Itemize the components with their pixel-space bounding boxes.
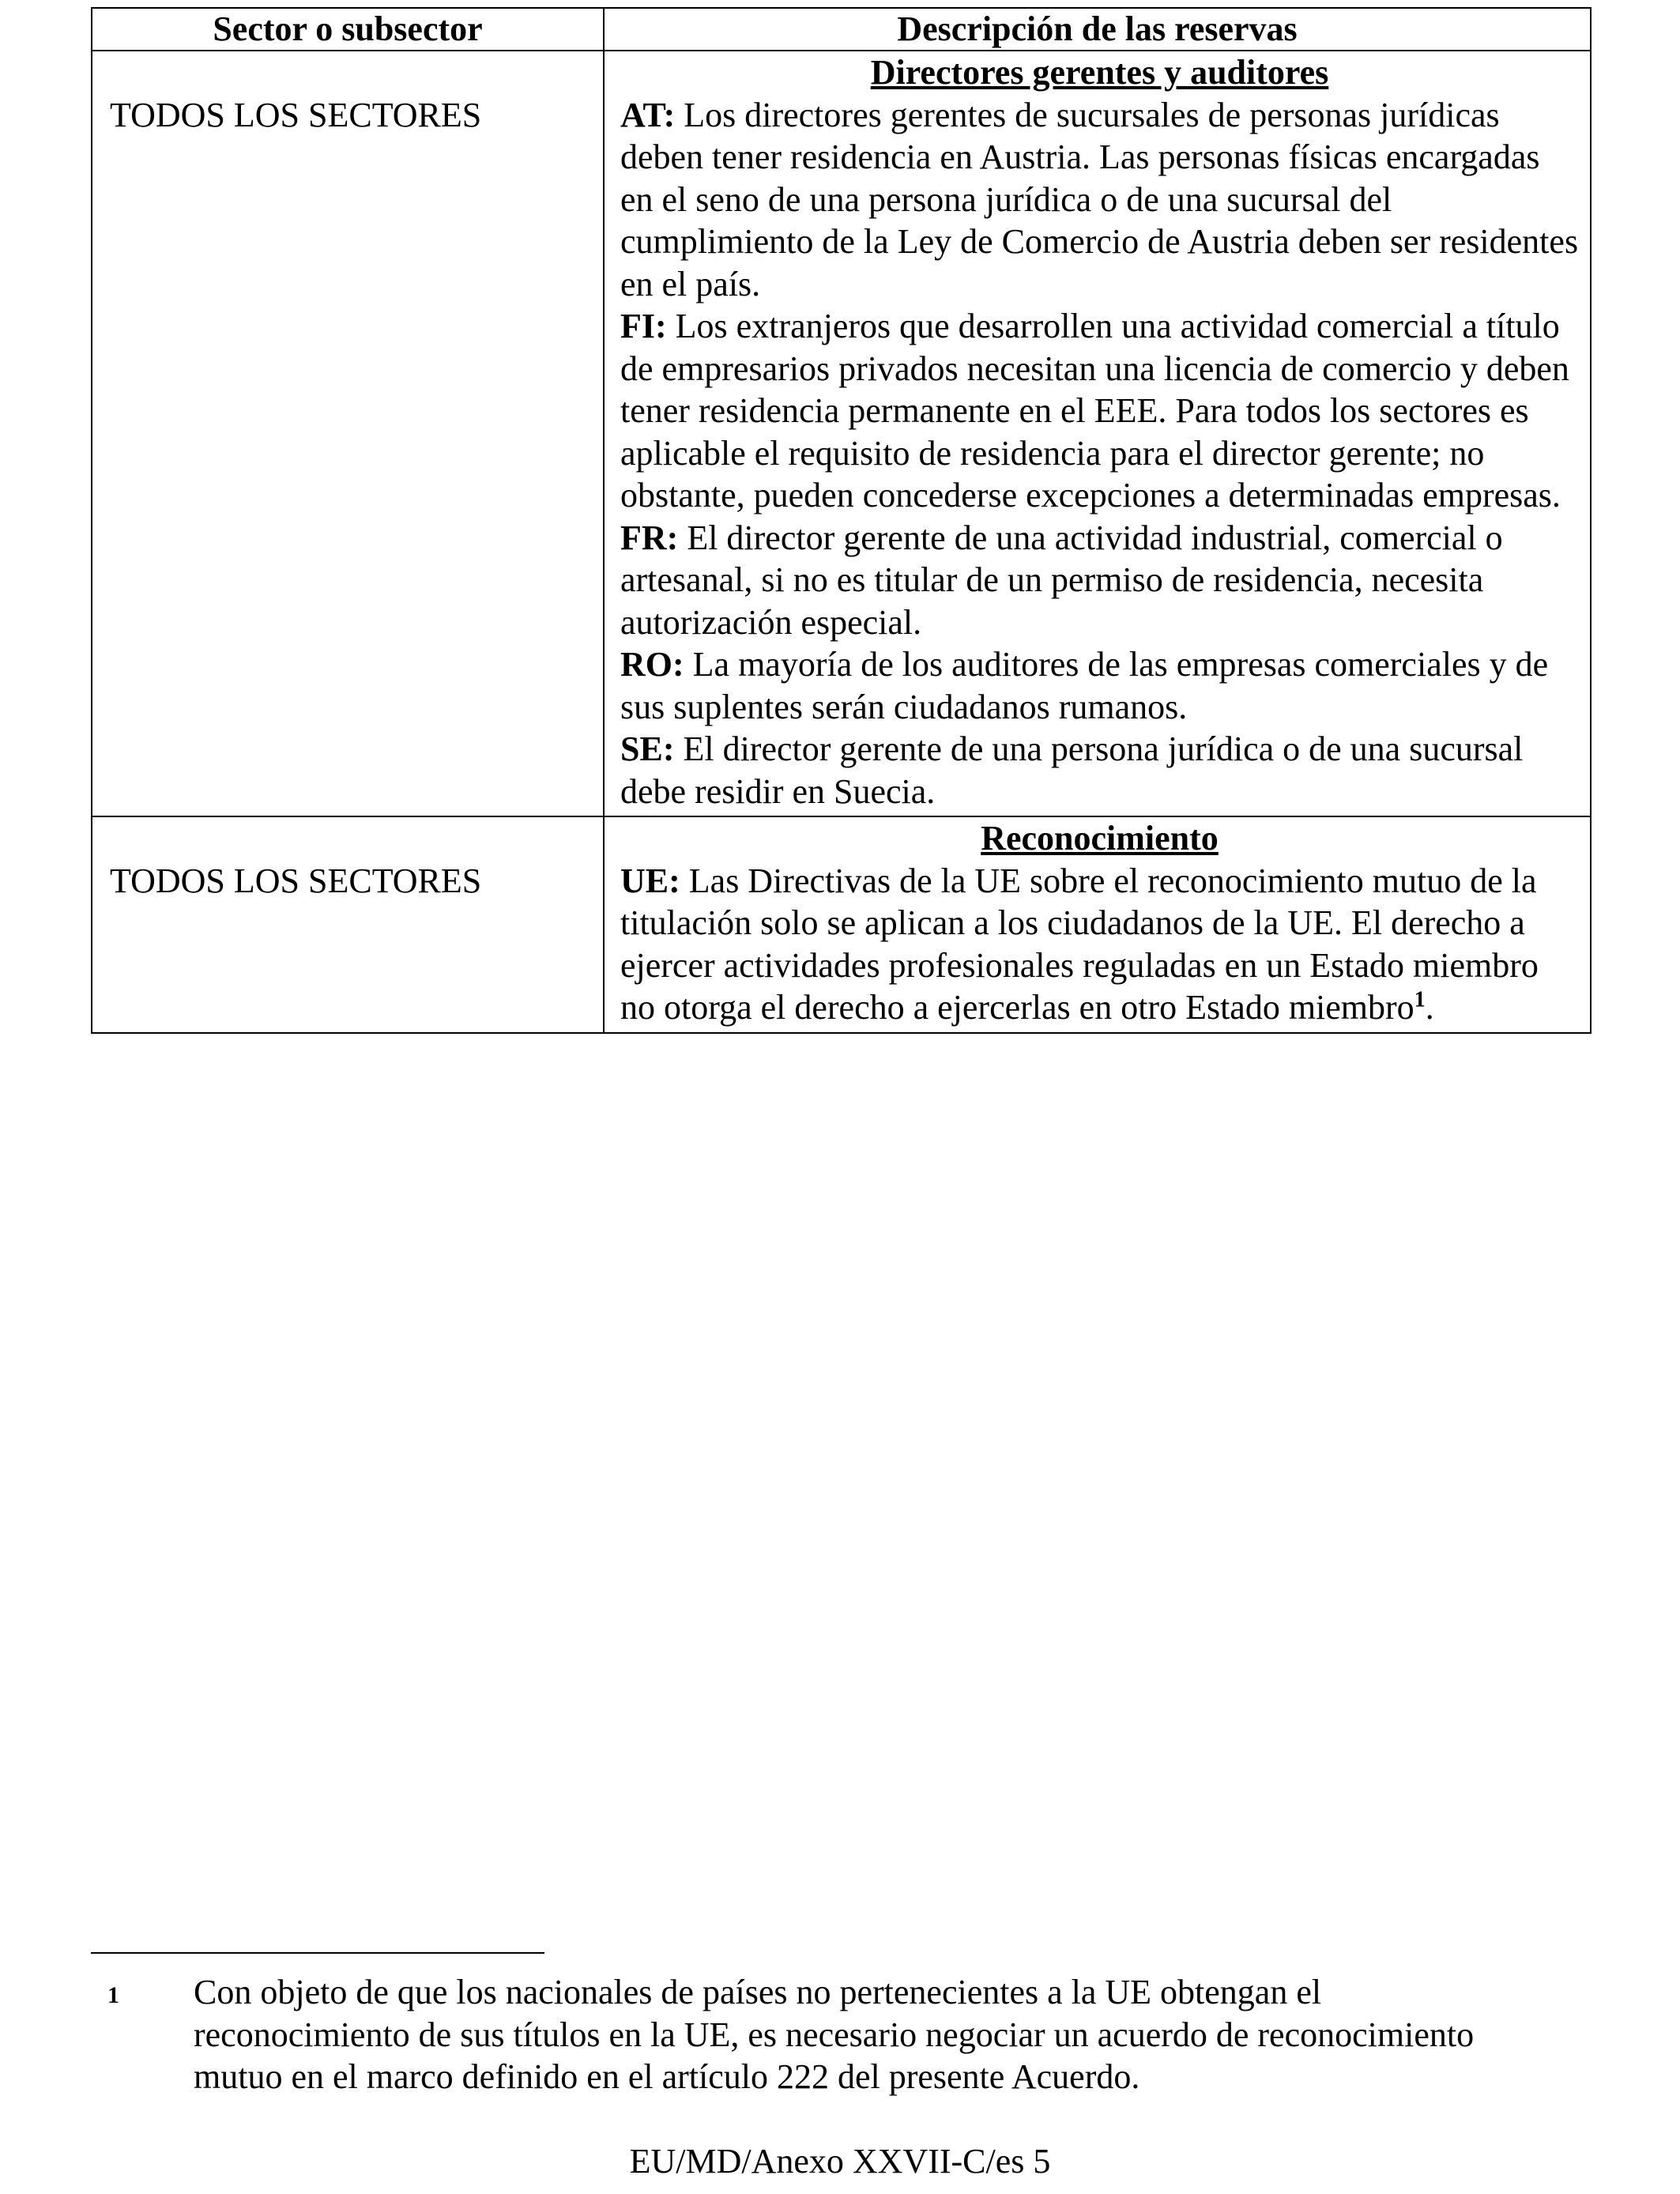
table-row <box>92 816 1591 1033</box>
table-row <box>92 51 1591 816</box>
reservations-table <box>91 7 1591 1034</box>
section-heading: Reconocimiento <box>981 819 1219 858</box>
sector-label: TODOS LOS SECTORES <box>110 861 482 900</box>
entry-text: Las Directivas de la UE sobre el reconocimiento mutuo de la titulación solo se aplican a los ciudadanos de la UE. El derecho a ejercer actividades profesionales reguladas en un Estado miembro no otorga el derecho a ejercerlas en otro Estado miembro <box>620 861 1539 1027</box>
country-code: AT: <box>620 95 676 134</box>
country-code: SE: <box>620 729 675 768</box>
sector-cell <box>92 816 604 1033</box>
reservation-entry <box>620 728 1579 812</box>
entry-text-tail: . <box>1425 988 1434 1027</box>
reservation-entry <box>620 94 1579 306</box>
reservation-entry <box>620 643 1579 728</box>
footnote-number: 1 <box>107 1982 119 2008</box>
country-code: FI: <box>620 307 667 345</box>
column-header-sector: Sector o subsector <box>92 8 604 51</box>
sector-label: TODOS LOS SECTORES <box>110 95 482 134</box>
footnote <box>91 1971 1590 2098</box>
reservation-entry <box>620 860 1579 1029</box>
table-header-row <box>92 8 1591 51</box>
entry-text: La mayoría de los auditores de las empresas comerciales y de sus suplentes serán ciudadanos rumanos. <box>620 645 1549 726</box>
country-code: FR: <box>620 518 679 557</box>
section-heading: Directores gerentes y auditores <box>870 53 1329 92</box>
country-code: RO: <box>620 645 684 684</box>
footnote-separator <box>91 1952 544 1954</box>
reservation-entry <box>620 517 1579 644</box>
entry-text: El director gerente de una persona jurídica o de una sucursal debe residir en Suecia. <box>620 729 1524 811</box>
column-header-description: Descripción de las reservas <box>604 8 1591 51</box>
description-cell <box>604 51 1591 816</box>
entry-text: El director gerente de una actividad industrial, comercial o artesanal, si no es titular de un permiso de residencia, necesita autorización especial. <box>620 518 1503 642</box>
sector-cell <box>92 51 604 816</box>
page-footer: EU/MD/Anexo XXVII-C/es 5 <box>629 2142 1051 2181</box>
reservation-entry <box>620 305 1579 517</box>
entry-text: Los extranjeros que desarrollen una actividad comercial a título de empresarios privados necesitan una licencia de comercio y deben tener residencia permanente en el EEE. Para todos los sectores es aplicable el requisito de residencia para el director gerente; no obstante, pueden concederse excepciones a determinadas empresas. <box>620 307 1569 515</box>
description-cell <box>604 816 1591 1033</box>
footnote-reference[interactable]: 1 <box>1414 987 1426 1012</box>
footnote-text: Con objeto de que los nacionales de países no pertenecientes a la UE obtengan el reconocimiento de sus títulos en la UE, es necesario negociar un acuerdo de reconocimiento mutuo en el marco definido en el artículo 222 del presente Acuerdo. <box>194 1973 1475 2096</box>
entry-text: Los directores gerentes de sucursales de personas jurídicas deben tener residencia en Austria. Las personas físicas encargadas en el seno de una persona jurídica o de una sucursal del cumplimiento de la Ley de Comercio de Austria deben ser residentes en el país. <box>620 95 1579 303</box>
country-code: UE: <box>620 861 680 900</box>
